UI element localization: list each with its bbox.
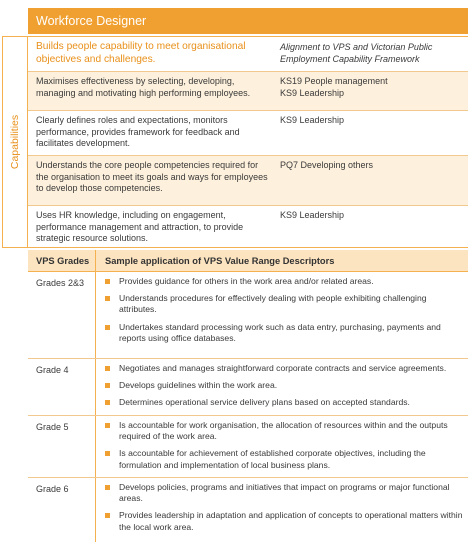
capability-row: [28, 111, 468, 156]
list-item: [105, 397, 464, 408]
list-item: [105, 276, 464, 287]
bullet-icon: [105, 383, 110, 388]
grade-row: [28, 416, 468, 478]
descriptor-text: Undertakes standard processing work such as data entry, purchasing, payments and reports using office databases.: [119, 321, 441, 343]
capability-alignment: KS19 People management KS9 Leadership: [280, 76, 388, 98]
capabilities-header: [28, 37, 468, 72]
grades-header: [28, 250, 468, 272]
bullet-icon: [105, 325, 110, 330]
section-title: Workforce Designer: [28, 8, 468, 34]
capability-description: Understands the core people competencies required for the organisation to meet its goals and ways for employees to develop those competencies.: [36, 160, 268, 193]
bullet-icon: [105, 423, 110, 428]
list-item: [105, 380, 464, 391]
list-item: [105, 363, 464, 374]
capability-alignment: KS9 Leadership: [280, 210, 345, 220]
descriptor-text: Provides guidance for others in the work area and/or related areas.: [119, 276, 374, 286]
bullet-icon: [105, 400, 110, 405]
capability-row: [28, 206, 468, 247]
list-item: [105, 420, 464, 442]
list-item: [105, 510, 464, 532]
list-item: [105, 482, 464, 504]
capability-row: [28, 156, 468, 206]
grade-label: Grade 6: [28, 478, 96, 542]
descriptor-text: Is accountable for work organisation, the allocation of resources within and the outputs required of the work area.: [119, 420, 448, 442]
descriptor-text: Develops policies, programs and initiatives that impact on programs or major functional areas.: [119, 482, 450, 504]
grade-label: Grade 5: [28, 416, 96, 477]
capabilities-table: [28, 36, 468, 248]
capability-description: Uses HR knowledge, including on engagement, performance management and attraction, to provide strategic resource solutions.: [36, 210, 244, 243]
descriptor-text: Determines operational service delivery plans based on accepted standards.: [119, 397, 410, 408]
descriptors-column-header: Sample application of VPS Value Range Descriptors: [105, 256, 335, 266]
capabilities-side-tab: [2, 36, 28, 248]
capability-alignment: PQ7 Developing others: [280, 160, 374, 170]
grade-row: [28, 359, 468, 416]
capabilities-heading: Builds people capability to meet organisational objectives and challenges.: [36, 41, 246, 65]
alignment-heading: Alignment to VPS and Victorian Public Employment Capability Framework: [280, 42, 433, 64]
descriptor-text: Develops guidelines within the work area.: [119, 380, 278, 391]
descriptor-text: Understands procedures for effectively dealing with people exhibiting challenging attributes.: [119, 293, 427, 315]
capability-description: Maximises effectiveness by selecting, developing, managing and motivating high performing employees.: [36, 76, 251, 98]
bullet-icon: [105, 513, 110, 518]
capability-description: Clearly defines roles and expectations, monitors performance, provides framework for feedback and facilitates development.: [36, 115, 240, 148]
grades-column-header: VPS Grades: [28, 250, 96, 271]
grade-descriptors: [96, 478, 468, 542]
grade-row: [28, 478, 468, 542]
grades-table: [28, 250, 468, 544]
descriptor-text: Negotiates and manages straightforward corporate contracts and service agreements.: [119, 363, 447, 373]
bullet-icon: [105, 296, 110, 301]
grade-label: Grade 4: [28, 359, 96, 415]
bullet-icon: [105, 451, 110, 456]
capabilities-side-label: Capabilities: [9, 114, 21, 170]
descriptor-text: Is accountable for achievement of established corporate objectives, including the formulation and implementation of local business plans.: [119, 448, 426, 470]
grade-row: [28, 272, 468, 359]
list-item: [105, 322, 464, 344]
capability-row: [28, 72, 468, 111]
grade-descriptors: [96, 359, 468, 415]
grade-descriptors: [96, 416, 468, 477]
capability-alignment: KS9 Leadership: [280, 115, 345, 125]
list-item: [105, 448, 464, 470]
bullet-icon: [105, 366, 110, 371]
grade-label: Grades 2&3: [28, 272, 96, 358]
descriptor-text: Provides leadership in adaptation and application of concepts to operational matters within the local work area.: [119, 510, 463, 532]
grade-descriptors: [96, 272, 468, 358]
bullet-icon: [105, 485, 110, 490]
bullet-icon: [105, 279, 110, 284]
list-item: [105, 293, 464, 315]
